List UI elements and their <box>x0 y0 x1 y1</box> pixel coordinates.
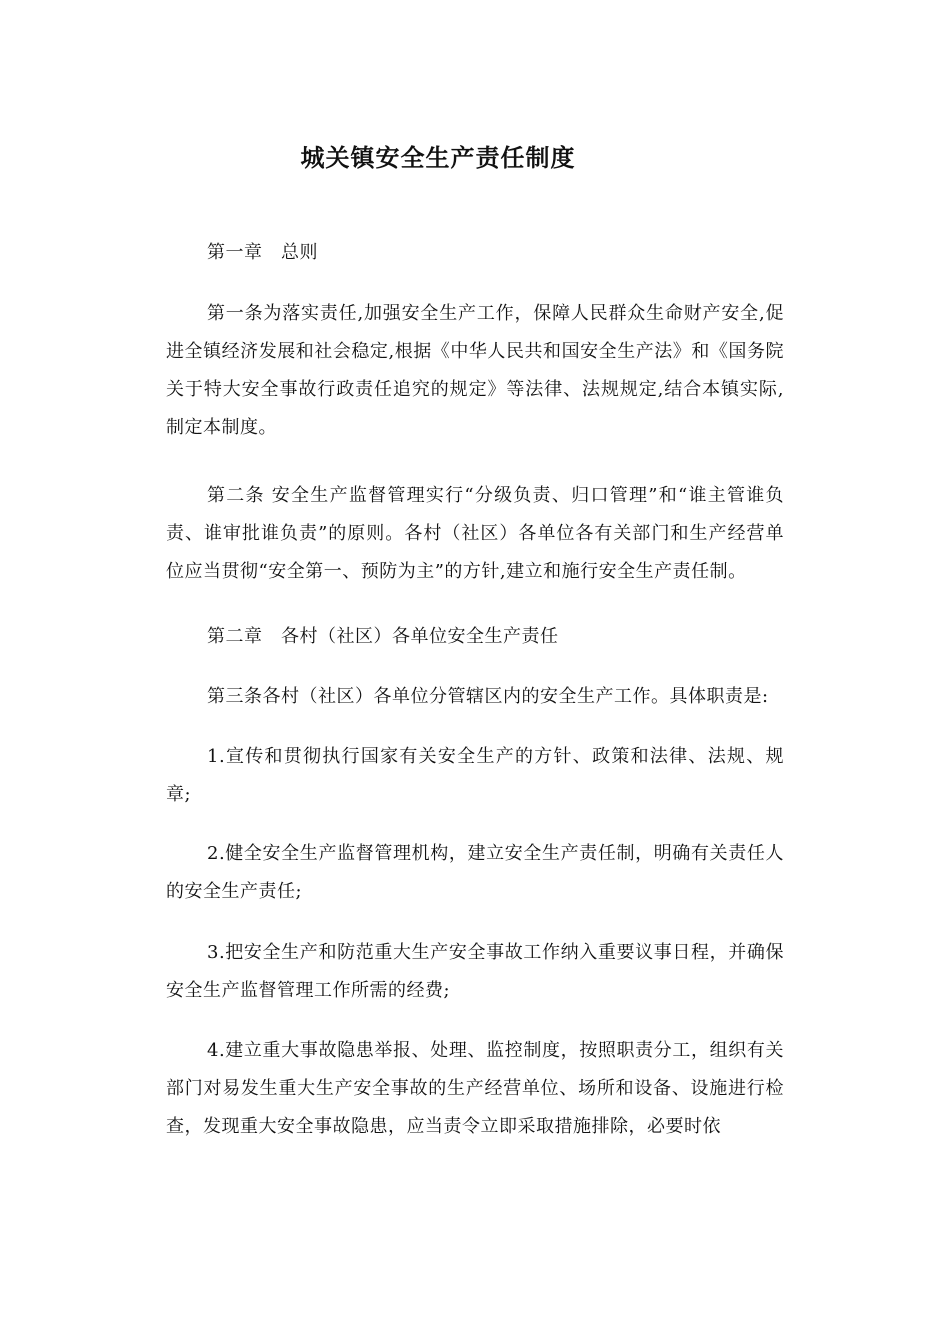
list-item: 2.健全安全生产监督管理机构，建立安全生产责任制，明确有关责任人的安全生产责任; <box>166 843 784 902</box>
article-paragraph: 第二条 安全生产监督管理实行“分级负责、归口管理”和“谁主管谁负责、谁审批谁负责”的原则。各村（社区）各单位各有关部门和生产经营单位应当贯彻“安全第一、预防为主”的方针,建立和施行安全生产责任制。 <box>166 485 784 582</box>
article-paragraph: 第三条各村（社区）各单位分管辖区内的安全生产工作。具体职责是: <box>207 686 769 707</box>
document-body <box>166 234 784 1146</box>
list-item: 3.把安全生产和防范重大生产安全事故工作纳入重要议事日程，并确保安全生产监督管理工作所需的经费; <box>166 942 784 1001</box>
document-title: 城关镇安全生产责任制度 <box>300 143 576 172</box>
list-item: 1.宣传和贯彻执行国家有关安全生产的方针、政策和法律、法规、规章; <box>166 746 784 805</box>
chapter-heading: 第一章 总则 <box>207 242 318 263</box>
chapter-heading: 第二章 各村（社区）各单位安全生产责任 <box>207 626 559 647</box>
list-item: 4.建立重大事故隐患举报、处理、监控制度，按照职责分工，组织有关部门对易发生重大生产安全事故的生产经营单位、场所和设备、设施进行检查，发现重大安全事故隐患，应当责令立即采取措施排除，必要时依 <box>166 1040 784 1137</box>
article-paragraph: 第一条为落实责任,加强安全生产工作，保障人民群众生命财产安全,促进全镇经济发展和社会稳定,根据《中华人民共和国安全生产法》和《国务院关于特大安全事故行政责任追究的规定》等法律、法规规定,结合本镇实际,制定本制度。 <box>166 303 784 438</box>
